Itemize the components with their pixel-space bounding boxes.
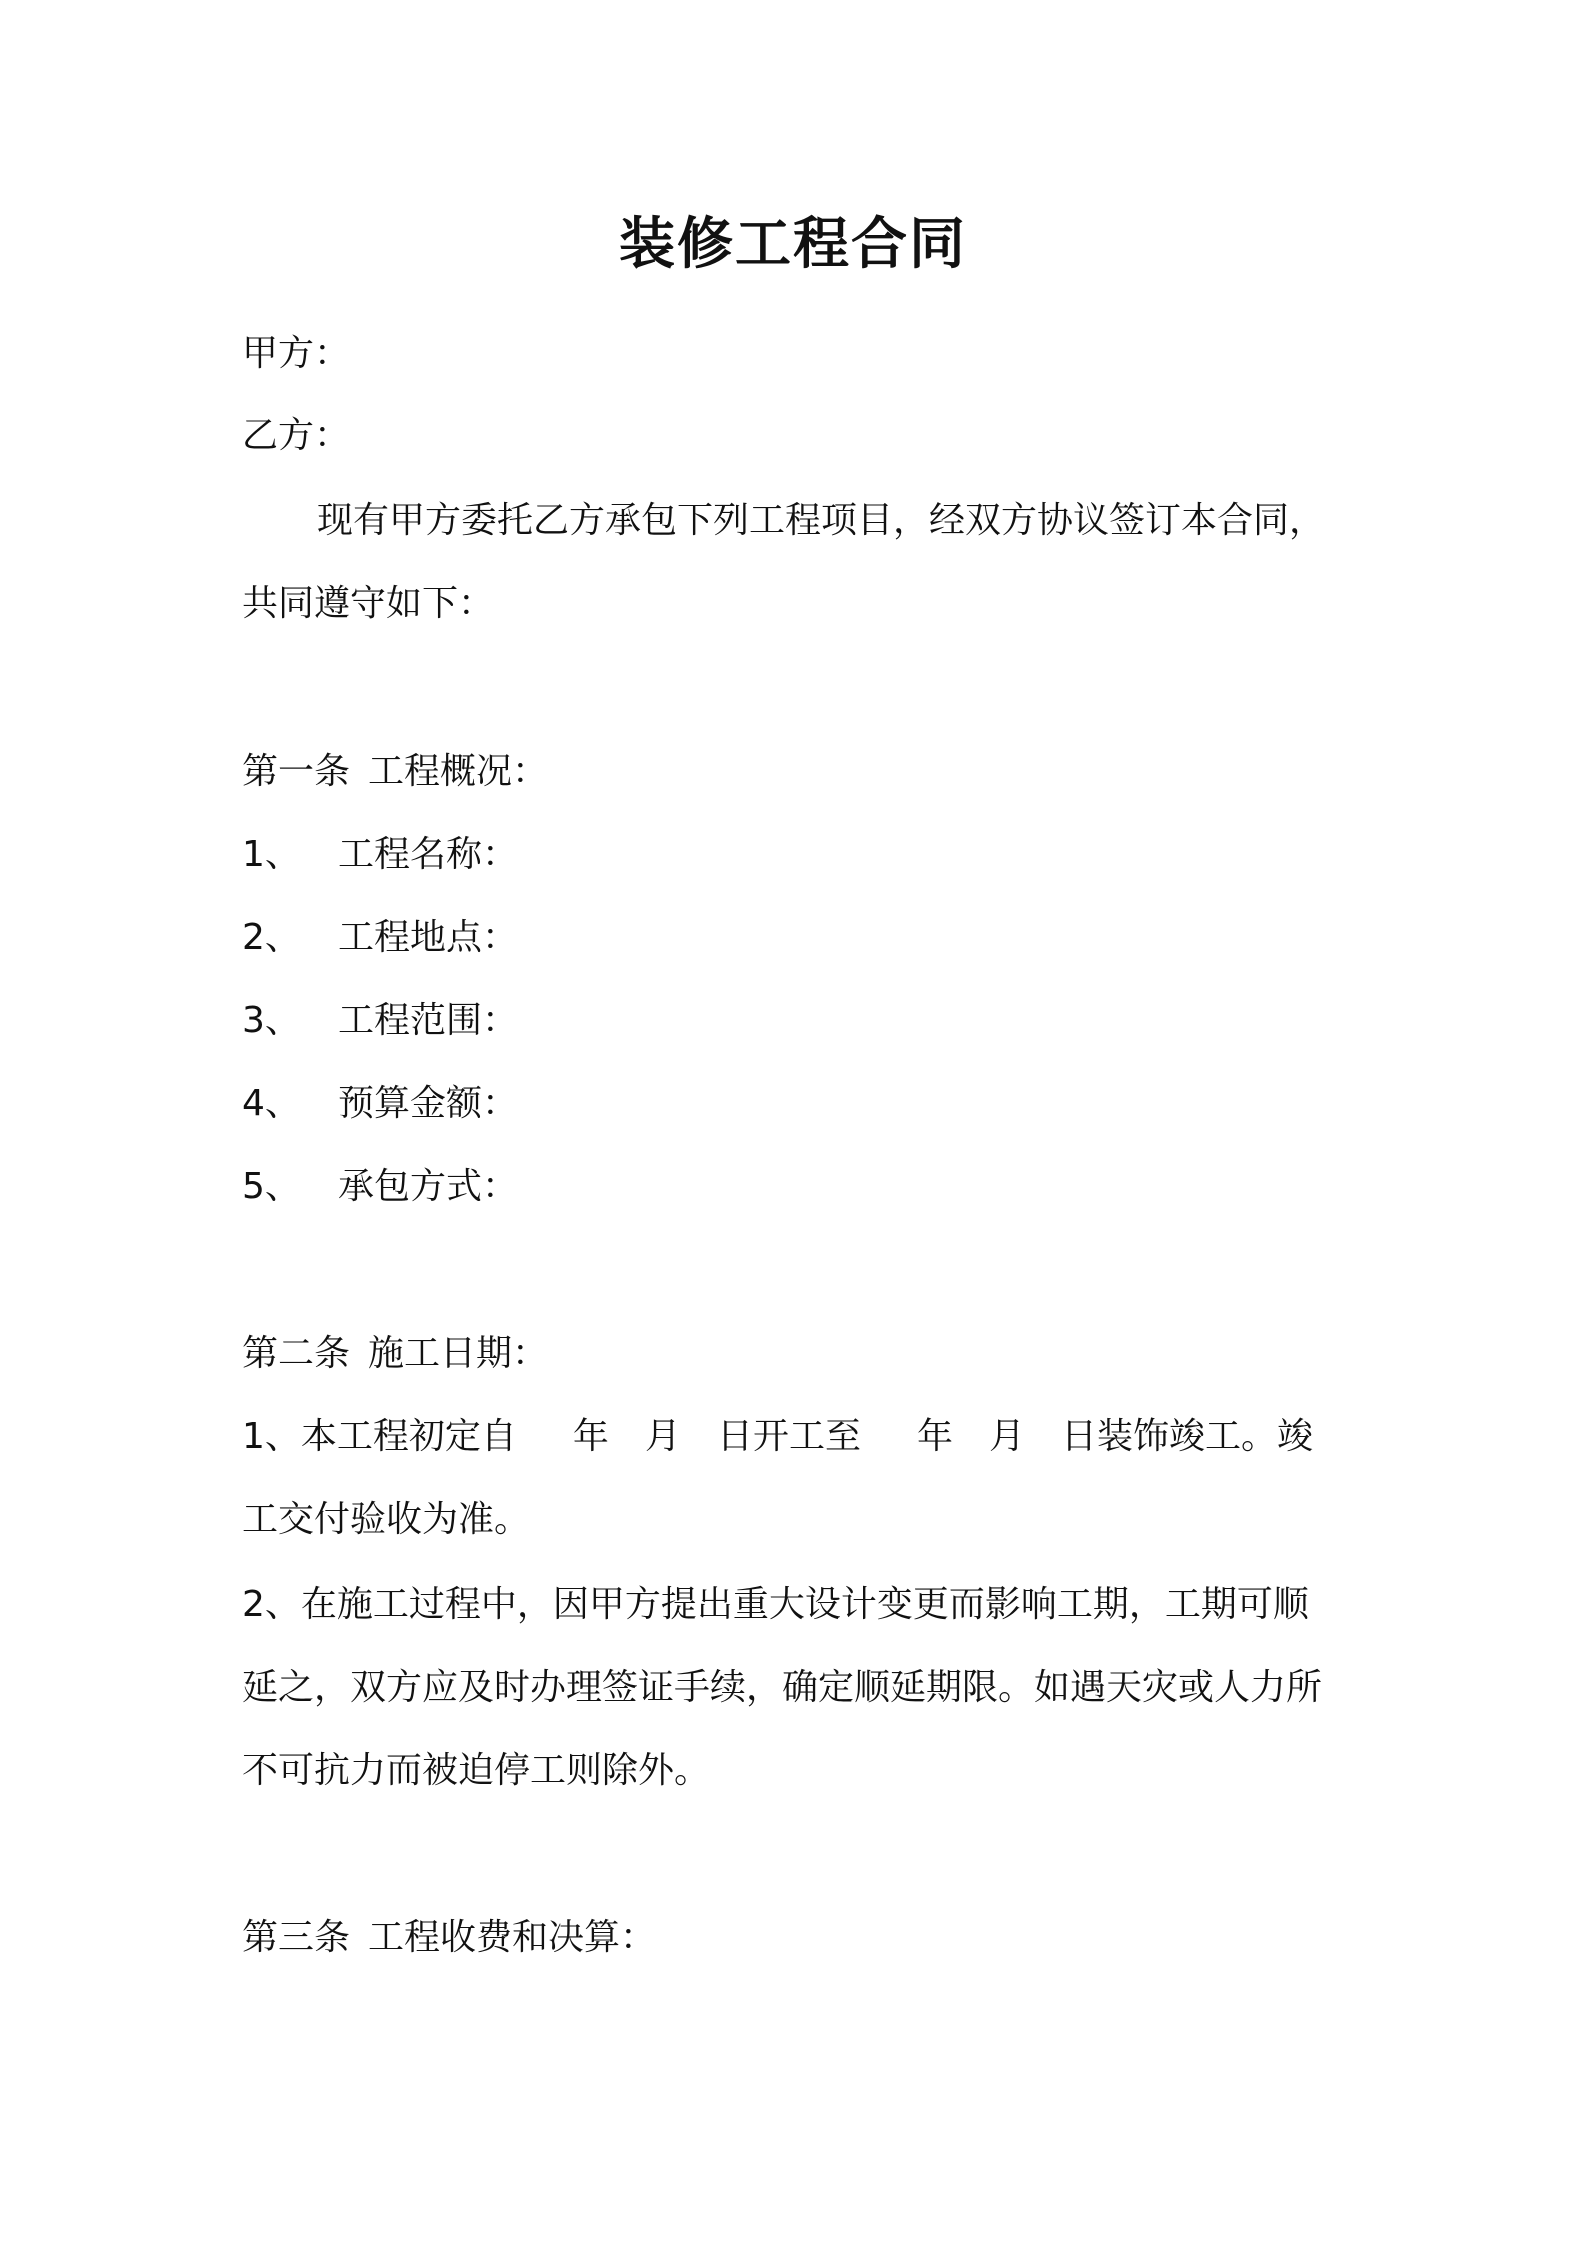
item-label: 预算金额： (338, 1083, 519, 1124)
party-b-label: 乙方： (242, 415, 351, 456)
item-number: 1、 (242, 834, 301, 875)
end-month-label: 月 (988, 1416, 1025, 1457)
end-year-label: 年 (916, 1416, 953, 1457)
start-year-label: 年 (572, 1416, 609, 1457)
start-day-label: 日开工至 (716, 1416, 861, 1457)
article-3-title: 工程收费和决算： (368, 1917, 657, 1958)
item-number: 5、 (242, 1166, 301, 1207)
item-label: 承包方式： (338, 1166, 519, 1207)
article-2-item-2-line-2: 延之，双方应及时办理签证手续，确定顺延期限。如遇天灾或人力所 (242, 1667, 1323, 1708)
article-1-number: 第一条 (242, 751, 351, 792)
item-number: 2、 (242, 917, 301, 958)
start-month-label: 月 (644, 1416, 681, 1457)
item-number: 4、 (242, 1083, 301, 1124)
item-label: 工程范围： (338, 1000, 519, 1041)
article-2-item-1-line-1 (242, 1413, 1313, 1461)
contract-title: 装修工程合同 (619, 212, 967, 277)
article-1-item-2 (242, 914, 518, 962)
article-1-item-5 (242, 1163, 518, 1211)
article-2-number: 第二条 (242, 1333, 351, 1374)
article-2-title: 施工日期： (368, 1333, 549, 1374)
article-3-number: 第三条 (242, 1917, 351, 1958)
article-1-item-4 (242, 1080, 518, 1128)
article-3-heading (242, 1914, 656, 1962)
article-2-item-1-line-2: 工交付验收为准。 (242, 1499, 531, 1540)
end-day-label: 日装饰竣工。竣 (1060, 1416, 1313, 1457)
preamble-line-1: 现有甲方委托乙方承包下列工程项目，经双方协议签订本合同， (317, 500, 1326, 541)
item-number: 3、 (242, 1000, 301, 1041)
article-2-item-2-line-3: 不可抗力而被迫停工则除外。 (242, 1750, 711, 1791)
article-1-item-1 (242, 831, 518, 879)
article-2-item-2-line-1: 2、在施工过程中，因甲方提出重大设计变更而影响工期，工期可顺 (242, 1584, 1309, 1625)
item-label: 工程地点： (338, 917, 519, 958)
preamble-line-2: 共同遵守如下： (242, 583, 495, 624)
article-2-heading (242, 1330, 548, 1378)
article-1-heading (242, 748, 548, 796)
party-a-label: 甲方： (242, 333, 351, 374)
date-clause-prefix: 1、本工程初定自 (242, 1416, 517, 1457)
article-1-title: 工程概况： (368, 751, 549, 792)
article-1-item-3 (242, 997, 518, 1045)
item-label: 工程名称： (338, 834, 519, 875)
